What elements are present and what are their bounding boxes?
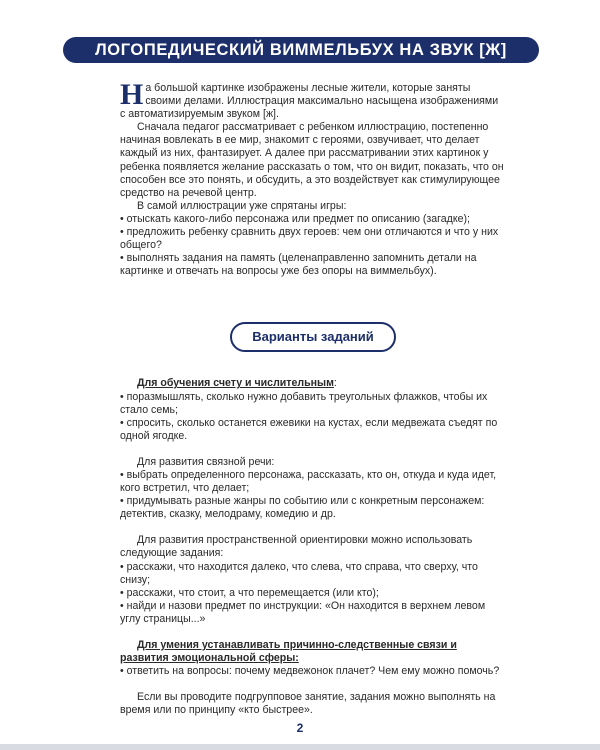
- causal-heading: Для умения устанавливать причинно-следственные связи и развития эмоциональной сферы:: [120, 639, 457, 665]
- counting-heading: Для обучения счету и числительным:: [137, 377, 337, 390]
- drop-cap: Н: [120, 78, 144, 111]
- page-number: 2: [296, 721, 304, 735]
- spatial-item: • найди и назови предмет по инструкции: «Он находится в верхнем левом углу страницы...»: [120, 599, 486, 625]
- bottom-edge: [0, 744, 600, 750]
- intro-paragraph-2: Сначала педагог рассматривает с ребенком иллюстрацию, постепенно начиная вовлекать в ее мир, знакомит с героями, озвучивает, что делает каждый из них, фантазирует. А далее при рассматривании этих картинок у ребенка появляется желание рассказать о том, что он видит, показать, что он способен все это понять, и обсудить, а это воздействует как стимулирующее средство на речевой центр.: [120, 121, 504, 199]
- section-header: [120, 322, 506, 352]
- closing-paragraph: Если вы проводите подгрупповое занятие, задания можно выполнять на время или по принципу «кто быстрее».: [120, 691, 496, 717]
- spatial-item: • расскажи, что стоит, а что перемещается (или кто);: [120, 586, 379, 599]
- counting-item: • спросить, сколько останется ежевики на кустах, если медвежата съедят по одной ягодке.: [120, 416, 498, 442]
- speech-item: • выбрать определенного персонажа, рассказать, кто он, откуда и куда идет, кого встретил, что делает;: [120, 468, 497, 495]
- title-banner: [63, 37, 539, 63]
- spatial-item: • расскажи, что находится далеко, что слева, что справа, что сверху, что снизу;: [120, 560, 478, 586]
- intro-bullet-2: • предложить ребенку сравнить двух героев: чем они отличаются и что у них общего?: [120, 226, 499, 252]
- counting-item: • поразмышлять, сколько нужно добавить треугольных флажков, чтобы их стало семь;: [120, 390, 488, 416]
- speech-item: • придумывать разные жанры по событию или с конкретным персонажем: детектив, сказку, мелодраму, комедию и др.: [120, 495, 485, 521]
- speech-heading: Для развития связной речи:: [137, 455, 275, 468]
- causal-item: • ответить на вопросы: почему медвежонок плачет? Чем ему можно помочь?: [120, 665, 500, 678]
- section-title: Варианты заданий: [230, 322, 396, 352]
- intro-bullet-3: • выполнять задания на память (целенаправленно запомнить детали на картинке и отвечать на вопросы уже без опоры на виммельбух).: [120, 252, 477, 278]
- page-title: ЛОГОПЕДИЧЕСКИЙ ВИММЕЛЬБУХ НА ЗВУК [Ж]: [95, 40, 507, 59]
- intro-bullet-1: • отыскать какого-либо персонажа или предмет по описанию (загадке);: [120, 212, 470, 225]
- intro-paragraph-1: На большой картинке изображены лесные жители, которые заняты своими делами. Иллюстрация максимально насыщена изображениями с автоматизируемым звуком [ж].: [120, 78, 499, 121]
- main-content: [120, 78, 506, 717]
- intro-paragraph-3: В самой иллюстрации уже спрятаны игры:: [137, 199, 347, 212]
- spatial-heading: Для развития пространственной ориентировки можно использовать следующие задания:: [120, 534, 473, 560]
